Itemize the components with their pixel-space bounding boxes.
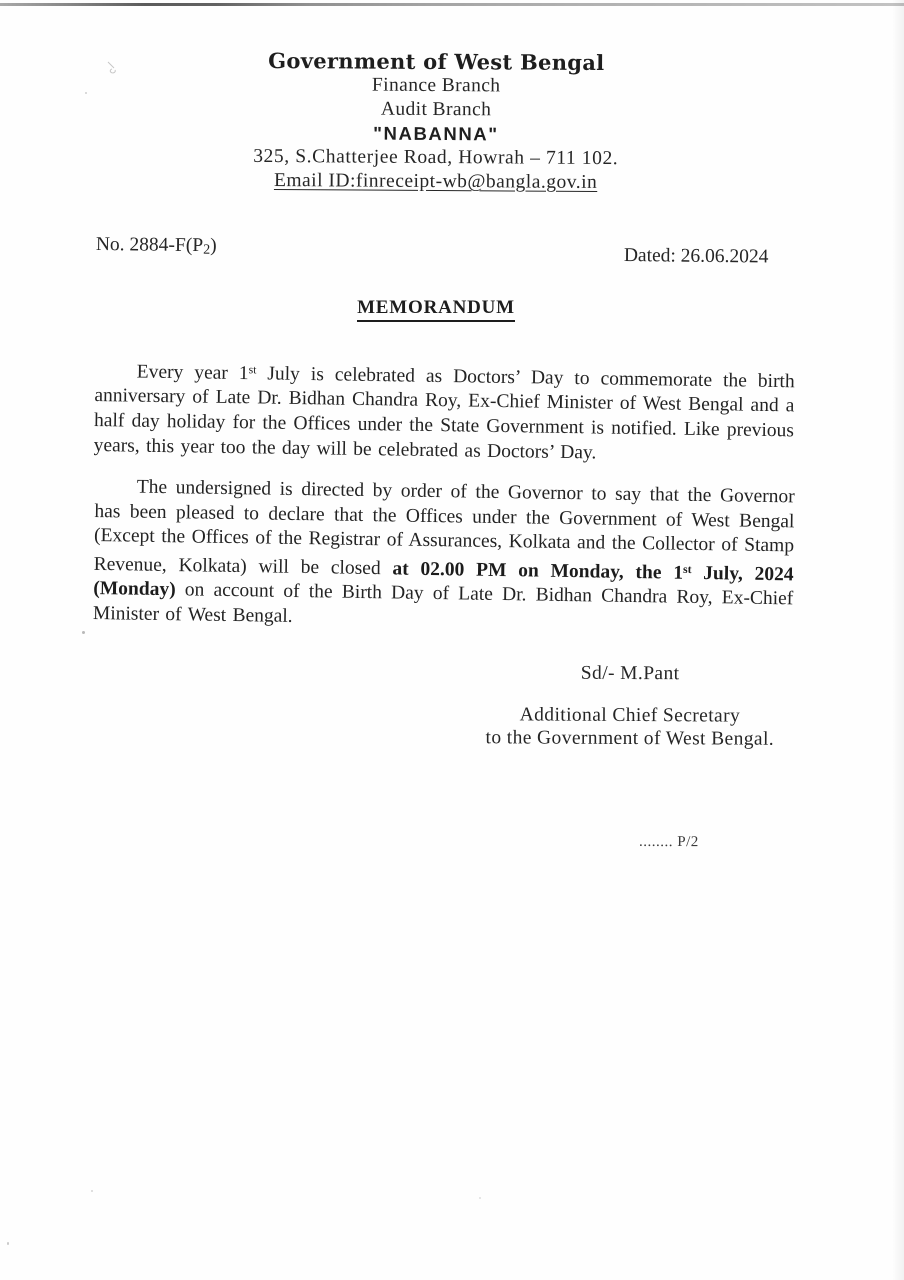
para1-text-rest: July is celebrated as Doctors’ Day to commemorate the birth anniversary of Late Dr. Bidhan Chandra Roy, Ex-Chief Minister of West Bengal and a half day holiday for the Offices under the State Government is notified. Like previous years, this year too the day will be celebrated as Doctors’ Day.: [93, 363, 795, 464]
scan-speck: [91, 1190, 93, 1192]
para2-bold-text: at 02.00 PM on Monday, the 1: [392, 558, 684, 584]
memo-date: Dated: 26.06.2024: [623, 245, 769, 268]
paragraph-closure-order: [93, 475, 795, 637]
para2-tail: on account of the Birth Day of Late Dr. Bidhan Chandra Roy, Ex-Chief Minister of West Bengal.: [92, 579, 794, 627]
memo-number-subscript: 2: [203, 241, 211, 258]
org-name: Government of West Bengal: [268, 47, 605, 76]
scan-edge-shadow: [892, 0, 904, 1280]
signature-block: [445, 661, 815, 751]
para2-ordinal-suffix: st: [682, 562, 692, 576]
branch-finance: Finance Branch: [371, 74, 501, 97]
scan-speck: [82, 631, 85, 634]
email-line: Email ID:finreceipt-wb@bangla.gov.in: [273, 170, 598, 193]
memo-number: [96, 234, 217, 259]
scan-speck: [479, 1197, 481, 1199]
signature-designation: Additional Chief Secretary: [519, 704, 741, 727]
para1-ordinal-suffix: st: [248, 363, 257, 377]
para2-lead: The undersigned is directed by order of the Governor to say that the Governor has been pleased to declare that the Offices under the Government of West Bengal (Except the Offices of the Registrar of Assurances, Kolkata and the Collector of Stamp Revenue, Kolkata) will be closed: [93, 476, 795, 580]
para1-text: Every year 1: [136, 361, 249, 385]
memo-number-suffix: ): [210, 235, 217, 257]
building-name: "NABANNA": [373, 122, 499, 145]
memo-title: MEMORANDUM: [357, 297, 515, 322]
page-continuation-marker: ........ P/2: [638, 833, 699, 851]
memo-title-wrap: [0, 297, 888, 322]
address-line: 325, S.Chatterjee Road, Howrah – 711 102.: [253, 145, 619, 170]
paragraph-doctors-day: [93, 356, 794, 469]
scan-speck: [7, 1242, 9, 1245]
para2-bold-text-rest: July, 2024 (Monday): [93, 562, 794, 601]
signature-org-line: to the Government of West Bengal.: [485, 727, 775, 750]
memo-number-prefix: No. 2884-F(P: [95, 234, 204, 257]
scan-edge-line: [0, 3, 904, 6]
letterhead: [0, 47, 888, 197]
signature-sd-line: Sd/- M.Pant: [580, 662, 680, 685]
branch-audit: Audit Branch: [380, 98, 492, 121]
